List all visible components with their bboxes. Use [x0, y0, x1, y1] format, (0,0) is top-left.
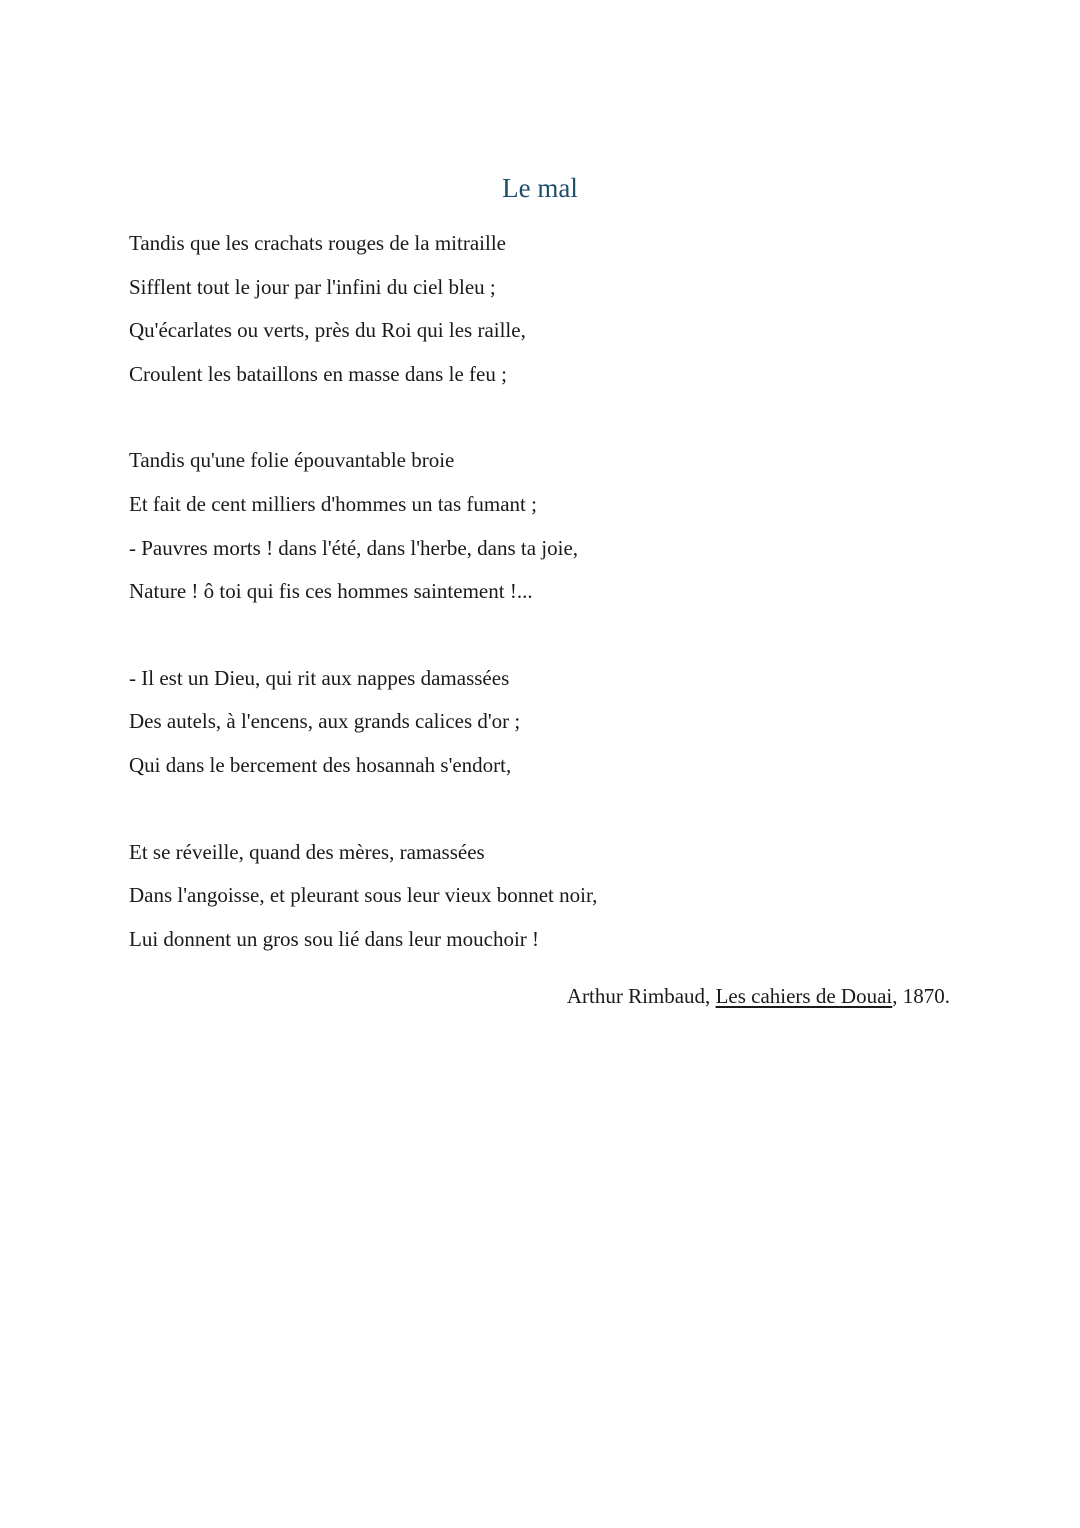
verse-line: Et fait de cent milliers d'hommes un tas fumant ; — [129, 491, 537, 516]
verse-line: Croulent les bataillons en masse dans le feu ; — [129, 361, 507, 386]
verse-line: - Il est un Dieu, qui rit aux nappes damassées — [129, 665, 510, 690]
stanza-4 — [129, 831, 949, 962]
stanza-2 — [129, 439, 949, 613]
verse-line: Des autels, à l'encens, aux grands calices d'or ; — [129, 709, 521, 734]
author-name: Arthur Rimbaud, — [566, 984, 711, 1008]
verse-line: Et se réveille, quand des mères, ramassées — [129, 839, 485, 864]
attribution — [567, 978, 950, 1014]
verse-line: Tandis que les crachats rouges de la mitraille — [129, 231, 506, 255]
verse-line: Sifflent tout le jour par l'infini du ciel bleu ; — [129, 274, 496, 299]
verse-line: Tandis qu'une folie épouvantable broie — [129, 448, 455, 473]
stanza-1 — [129, 222, 949, 396]
poem-body — [129, 222, 949, 1004]
stanza-3 — [129, 657, 949, 788]
verse-line: Lui donnent un gros sou lié dans leur mouchoir ! — [129, 926, 540, 951]
work-title: Les cahiers de Douai — [715, 984, 893, 1008]
publication-year: , 1870. — [892, 984, 950, 1008]
verse-line: Nature ! ô toi qui fis ces hommes saintement !... — [129, 579, 533, 604]
verse-line: Qu'écarlates ou verts, près du Roi qui les raille, — [129, 318, 526, 343]
poem-title: Le mal — [502, 173, 578, 203]
verse-line: Qui dans le bercement des hosannah s'endort, — [129, 752, 512, 777]
verse-line: - Pauvres morts ! dans l'été, dans l'herbe, dans ta joie, — [129, 535, 579, 560]
verse-line: Dans l'angoisse, et pleurant sous leur vieux bonnet noir, — [129, 883, 598, 908]
